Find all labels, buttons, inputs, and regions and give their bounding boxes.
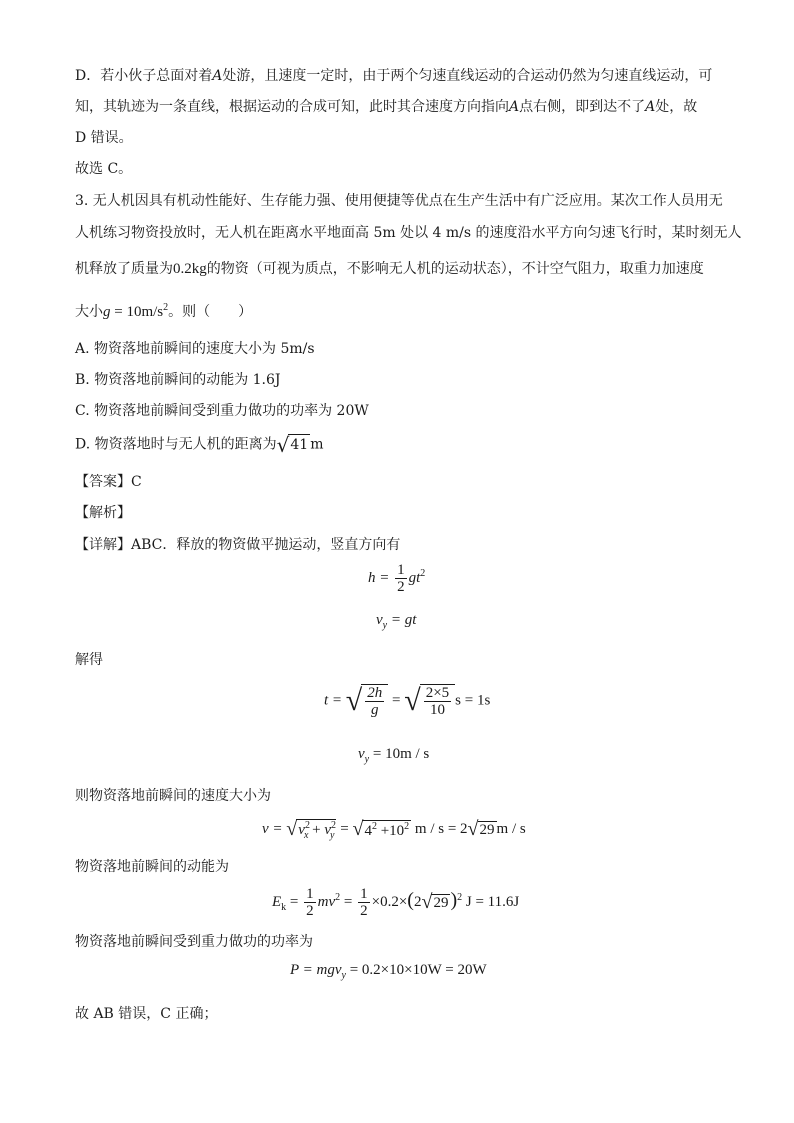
eq-rhs: = 0.2×10×10W = 20W	[345, 962, 487, 978]
fraction	[395, 562, 407, 595]
equation-power	[290, 962, 487, 981]
paragraph-d-line3: D 错误。	[75, 130, 133, 146]
sqrt-symbol: √	[352, 818, 364, 840]
text: 处，故	[655, 99, 698, 115]
question-3-line2: 人机练习物资投放时，无人机在距离水平地面高 5m 处以 4 m/s 的速度沿水平方向匀速飞行时，某时刻无人	[75, 225, 742, 241]
denominator: 2	[397, 579, 405, 595]
option-a: A. 物资落地前瞬间的速度大小为 5m/s	[75, 341, 315, 357]
sqrt-symbol: √	[276, 432, 290, 457]
choose-line: 故选 C。	[75, 161, 133, 177]
eq-lhs: P = mgv	[290, 962, 342, 978]
option-c: C. 物资落地前瞬间受到重力做功的功率为 20W	[75, 403, 369, 419]
base-10: +10	[376, 822, 405, 839]
eq-rhs: m / s	[496, 820, 526, 837]
power-intro: 物资落地前瞬间受到重力做功的功率为	[75, 934, 313, 950]
question-3-line1: 3. 无人机因具有机动性能好、生存能力强、使用便捷等优点在生产生活中有广泛应用。某次工作人员用无	[75, 193, 723, 209]
eq-sub: y	[341, 970, 346, 981]
eq-mid: ×0.2×	[371, 893, 408, 910]
v-x: v	[298, 821, 305, 838]
equation-height: h = $\frac{1}{2}$ $gt^2$	[368, 562, 426, 595]
numerator: 2×5	[425, 685, 450, 701]
conclusion-line: 故 AB 错误，C 正确；	[75, 1006, 218, 1022]
eq-equals: =	[388, 692, 401, 709]
sqrt-symbol: √	[345, 684, 363, 717]
coefficient: 2	[413, 893, 422, 910]
radicand: $v^2_x + v^2_y$	[298, 819, 337, 841]
text: D. 物资落地时与无人机的距离为	[75, 436, 277, 453]
eq-equals: =	[286, 893, 299, 910]
answer-value: C	[131, 474, 142, 490]
equation-time	[324, 684, 490, 718]
radicand: 29	[479, 821, 495, 838]
sqrt-symbol: √	[421, 891, 433, 913]
var-a: A	[509, 99, 520, 115]
text: 机释放了质量为	[75, 261, 173, 277]
paragraph-d-line2	[75, 97, 697, 117]
eq-lhs: t =	[324, 692, 343, 709]
radicand	[361, 684, 388, 718]
eq-mid: m / s = 2	[411, 820, 468, 837]
text: 点右侧，即到达不了	[519, 99, 646, 115]
text: D．若小伙子总面对着	[75, 68, 213, 84]
detail-tag: 【详解】	[75, 537, 131, 553]
eq-rhs: s = 1s	[455, 692, 491, 709]
sqrt-symbol: √	[404, 684, 421, 717]
eq-mv: mv	[317, 893, 336, 910]
denominator: 10	[429, 702, 445, 718]
answer-line	[75, 472, 142, 492]
radicand	[420, 684, 455, 718]
text: ABC．释放的物资做平抛运动，竖直方向有	[131, 537, 401, 553]
eq-equals: =	[340, 893, 353, 910]
text: 知，其轨迹为一条直线，根据运动的合成可知，此时其合速度方向指向	[75, 99, 509, 115]
fraction: $\frac{1}{2}$	[360, 886, 368, 919]
text: 。则（ ）	[168, 304, 253, 320]
eq-lhs: h =	[368, 569, 390, 586]
answer-tag: 【答案】	[75, 474, 131, 490]
var-a: A	[212, 68, 223, 84]
eq-sub: y	[382, 620, 388, 631]
var-a: A	[645, 99, 656, 115]
gravity-value: $g = 10m/s^2$	[103, 302, 169, 320]
base-4: 4	[364, 822, 372, 839]
question-3-line3	[75, 259, 704, 279]
paragraph-d-line1	[75, 66, 712, 86]
equation-vy	[376, 612, 416, 631]
sqrt-symbol: √	[467, 818, 479, 840]
fraction	[304, 886, 316, 919]
ke-intro: 物资落地前瞬间的动能为	[75, 859, 229, 875]
eq-equals: =	[336, 820, 349, 837]
eq-rhs: J = 11.6J	[462, 893, 520, 910]
eq-e: E	[272, 893, 282, 910]
text: 大小	[75, 304, 103, 320]
eq-rhs: gt	[408, 569, 421, 586]
text: 的物资（可视为质点，不影响无人机的运动状态），不计空气阻力，取重力加速度	[206, 261, 704, 277]
numerator: 1	[397, 562, 405, 578]
fraction	[424, 685, 451, 718]
eq-sub: k	[281, 901, 287, 913]
fraction	[365, 685, 384, 718]
question-3-line4	[75, 298, 252, 322]
text: 处游，且速度一定时，由于两个匀速直线运动的合运动仍然为匀速直线运动，可	[222, 68, 713, 84]
eq-v: v	[376, 612, 383, 628]
numerator: 1	[306, 886, 314, 902]
denominator: 2	[306, 903, 314, 919]
radicand: $4^2 +10^2$	[364, 820, 410, 839]
equation-vy-value: $v_y = 10m / s$	[358, 746, 430, 765]
mass-value: 0.2kg	[173, 261, 207, 277]
option-b: B. 物资落地前瞬间的动能为 1.6J	[75, 372, 281, 388]
radicand: 29	[433, 894, 449, 911]
analysis-tag: 【解析】	[75, 505, 131, 521]
detail-line	[75, 535, 400, 555]
equation-speed	[262, 818, 526, 841]
eq-lhs: v =	[262, 820, 283, 837]
sqrt-symbol: √	[286, 818, 298, 840]
speed-intro: 则物资落地前瞬间的速度大小为	[75, 788, 271, 804]
solve-label: 解得	[75, 652, 103, 668]
equation-kinetic-energy: $E_k$ = $\frac{1}{2}$ $mv^2$ = $\frac{1}{2}$ ×0.2×(2√29 )$^2$ J = 11.6J	[272, 886, 520, 919]
option-d	[75, 434, 324, 455]
eq-rhs: = 10m / s	[369, 746, 430, 762]
denominator: g	[371, 702, 379, 718]
eq-rhs: = gt	[387, 612, 417, 628]
radicand: 41	[288, 434, 310, 455]
numerator: 2h	[367, 685, 383, 701]
unit: m	[310, 436, 324, 453]
